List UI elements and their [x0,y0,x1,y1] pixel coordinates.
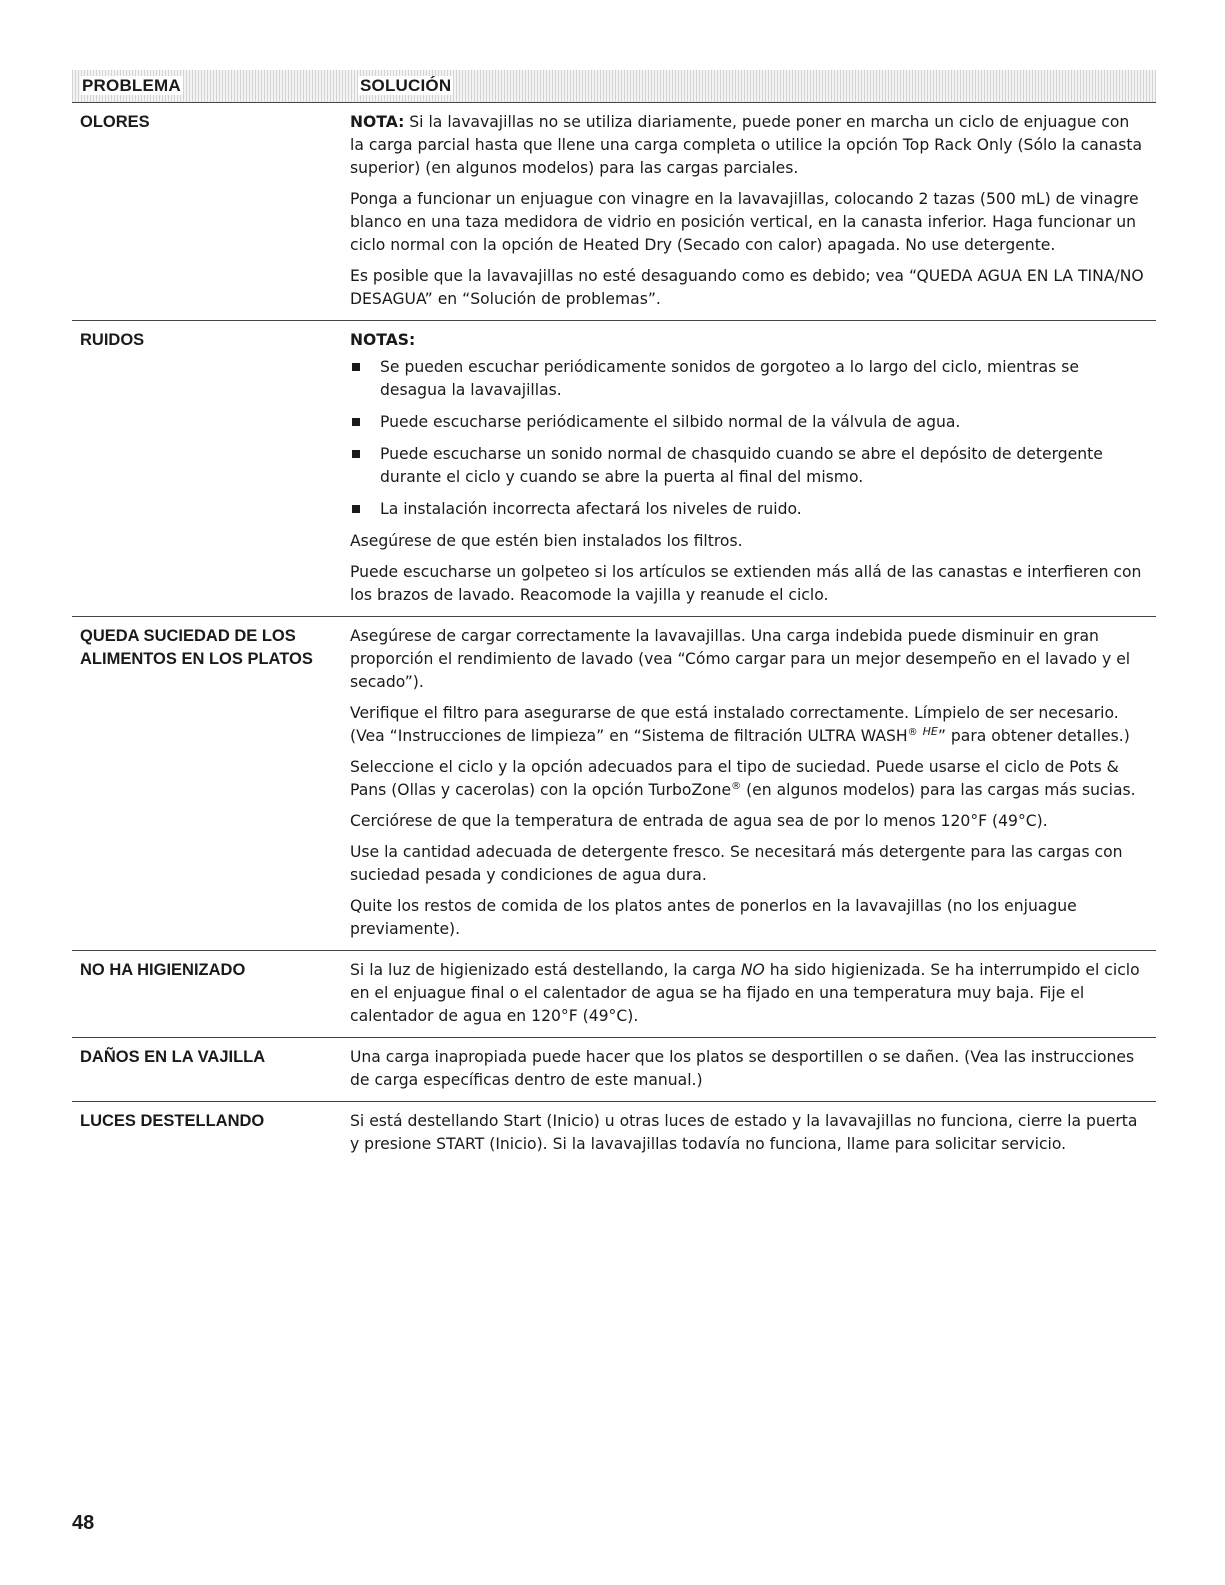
table-header [72,70,1156,103]
solution-cell [350,1110,1156,1158]
note-label: NOTA: [350,113,405,131]
solution-paragraph: Una carga inapropiada puede hacer que los platos se desportillen o se dañen. (Vea las instrucciones de carga específicas dentro de este manual.) [350,1048,1135,1089]
table-row-ruidos [72,321,1156,617]
solution-cell [350,959,1156,1030]
notes-label: NOTAS: [350,331,416,349]
solution-paragraph: Asegúrese de cargar correctamente la lavavajillas. Una carga indebida puede disminuir en gran proporción el rendimiento de lavado (vea “Cómo cargar para un mejor desempeño en el lavado y el secado”). [350,627,1131,691]
list-item: Puede escucharse periódicamente el silbido normal de la válvula de agua. [350,411,1146,434]
solution-cell [350,329,1156,609]
solution-paragraph: Quite los restos de comida de los platos antes de ponerlos en la lavavajillas (no los enjuague previamente). [350,897,1077,938]
solution-paragraph: Si la luz de higienizado está destellando, la carga NO ha sido higienizada. Se ha interrumpido el ciclo en el enjuague final o el calentador de agua se ha fijado en una temperatura muy baja. Fije el calentador de agua en 120°F (49°C). [350,961,1140,1025]
list-item: Puede escucharse un sonido normal de chasquido cuando se abre el depósito de detergente durante el ciclo y cuando se abre la puerta al final del mismo. [350,443,1146,489]
table-row-olores [72,103,1156,321]
problem-label: DAÑOS EN LA VAJILLA [80,1048,266,1066]
emphasis-no: NO [740,961,765,979]
table-row-higienizado [72,951,1156,1038]
solution-paragraph: Verifique el filtro para asegurarse de que está instalado correctamente. Límpielo de ser necesario. (Vea “Instrucciones de limpieza” en “Sistema de filtración ULTRA WASH® $^{HE}$” para obtener detalles.) [350,704,1130,745]
table-row-luces [72,1102,1156,1165]
solution-paragraph: Cerciórese de que la temperatura de entrada de agua sea de por lo menos 120°F (49°C). [350,812,1048,830]
solution-paragraph: Seleccione el ciclo y la opción adecuados para el tipo de suciedad. Puede usarse el ciclo de Pots & Pans (Ollas y cacerolas) con la opción TurboZone® (en algunos modelos) para las cargas más sucias. [350,758,1136,799]
solution-paragraph: Puede escucharse un golpeteo si los artículos se extienden más allá de las canastas e interfieren con los brazos de lavado. Reacomode la vajilla y reanude el ciclo. [350,563,1142,604]
list-item: Se pueden escuchar periódicamente sonidos de gorgoteo a lo largo del ciclo, mientras se desagua la lavavajillas. [350,356,1146,402]
problem-label: LUCES DESTELLANDO [80,1112,265,1130]
table-row-suciedad [72,617,1156,951]
table-row-danos [72,1038,1156,1102]
list-item: La instalación incorrecta afectará los niveles de ruido. [350,498,1146,521]
solution-paragraph: Es posible que la lavavajillas no esté desaguando como es debido; vea “QUEDA AGUA EN LA TINA/NO DESAGUA” en “Solución de problemas”. [350,267,1144,308]
solution-cell [350,625,1156,943]
problem-label: OLORES [80,113,150,131]
header-solution: SOLUCIÓN [360,76,452,95]
problem-label: NO HA HIGIENIZADO [80,961,246,979]
troubleshooting-table [72,70,1156,1165]
note-text: Si la lavavajillas no se utiliza diariamente, puede poner en marcha un ciclo de enjuague con la carga parcial hasta que llene una carga completa o utilice la opción Top Rack Only (Sólo la canasta superior) (en algunos modelos) para las cargas parciales. [350,113,1143,177]
header-problem: PROBLEMA [82,76,181,95]
solution-paragraph: Ponga a funcionar un enjuague con vinagre en la lavavajillas, colocando 2 tazas (500 mL) de vinagre blanco en una taza medidora de vidrio en posición vertical, en la canasta inferior. Haga funcionar un ciclo normal con la opción de Heated Dry (Secado con calor) apagada. No use detergente. [350,190,1139,254]
problem-label: RUIDOS [80,331,145,349]
registered-mark: ® [907,726,918,738]
problem-label: QUEDA SUCIEDAD DE LOS ALIMENTOS EN LOS PLATOS [80,627,313,668]
notes-list [350,356,1146,521]
page-number: 48 [72,1512,95,1534]
solution-cell [350,1046,1156,1094]
solution-paragraph: Asegúrese de que estén bien instalados los filtros. [350,532,743,550]
he-mark: HE [922,724,938,738]
solution-paragraph: Use la cantidad adecuada de detergente fresco. Se necesitará más detergente para las cargas con suciedad pesada y condiciones de agua dura. [350,843,1123,884]
solution-paragraph: Si está destellando Start (Inicio) u otras luces de estado y la lavavajillas no funciona, cierre la puerta y presione START (Inicio). Si la lavavajillas todavía no funciona, llame para solicitar servicio. [350,1112,1138,1153]
solution-cell [350,111,1156,313]
registered-mark: ® [731,780,742,792]
